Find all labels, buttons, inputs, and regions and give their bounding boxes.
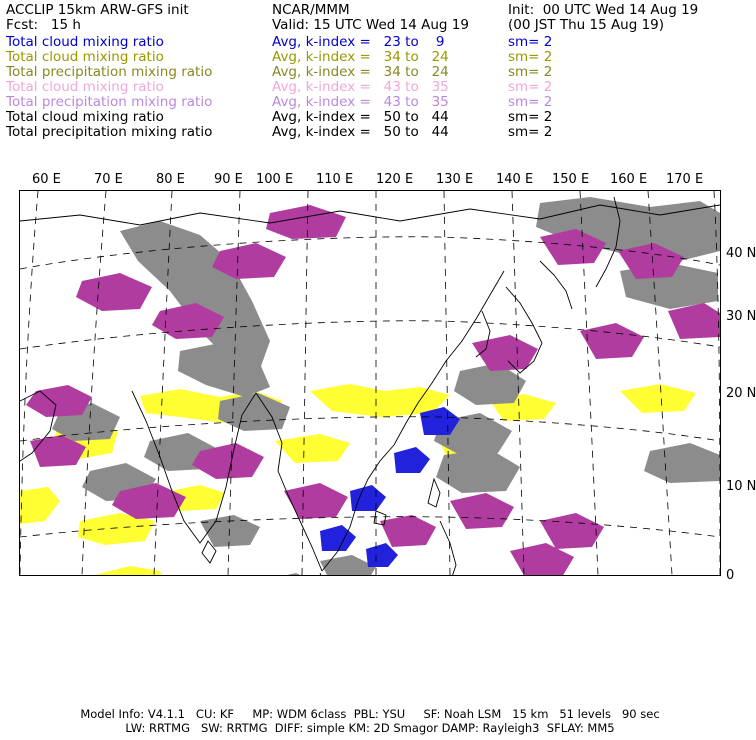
legend-label-7: Total precipitation mixing ratio: [6, 124, 213, 140]
legend-levels-2: Avg, k-index = 34 to 24: [272, 49, 449, 65]
legend-smoothing-2: sm= 2: [508, 49, 553, 65]
lon-tick-label: 60 E: [32, 172, 61, 187]
legend-label-3: Total precipitation mixing ratio: [6, 64, 213, 80]
legend-smoothing-4: sm= 2: [508, 79, 553, 95]
legend-levels-5: Avg, k-index = 43 to 35: [272, 94, 449, 110]
legend-levels-6: Avg, k-index = 50 to 44: [272, 109, 449, 125]
lon-tick-label: 120 E: [376, 172, 414, 187]
forecast-map[interactable]: [19, 190, 756, 583]
header-valid-time: Valid: 15 UTC Wed 14 Aug 19: [272, 17, 469, 33]
lat-tick-label: 20 N: [726, 386, 756, 401]
lon-tick-label: 150 E: [552, 172, 590, 187]
header-local-time: (00 JST Thu 15 Aug 19): [508, 17, 665, 33]
lat-tick-label: 0: [726, 568, 735, 583]
legend-smoothing-6: sm= 2: [508, 109, 553, 125]
lat-tick-label: 30 N: [726, 309, 756, 324]
legend-smoothing-7: sm= 2: [508, 124, 553, 140]
legend-levels-7: Avg, k-index = 50 to 44: [272, 124, 449, 140]
lon-tick-label: 130 E: [436, 172, 474, 187]
lon-tick-label: 160 E: [610, 172, 648, 187]
legend-label-6: Total cloud mixing ratio: [6, 109, 164, 125]
lon-tick-label: 80 E: [156, 172, 185, 187]
header-institution: NCAR/MMM: [272, 2, 350, 18]
lat-tick-label: 10 N: [726, 479, 756, 494]
model-info-line-2: LW: RRTMG SW: RRTMG DIFF: simple KM: 2D Smagor DAMP: Rayleigh3 SFLAY: MM5: [125, 721, 615, 735]
plot-header: [0, 0, 740, 150]
model-info-line-1: Model Info: V4.1.1 CU: KF MP: WDM 6class PBL: YSU SF: Noah LSM 15 km 51 levels 90 sec: [80, 707, 660, 721]
lon-tick-label: 140 E: [496, 172, 534, 187]
model-info-footer: [0, 707, 740, 735]
legend-levels-1: Avg, k-index = 23 to 9: [272, 34, 445, 50]
lon-tick-label: 70 E: [94, 172, 123, 187]
legend-levels-3: Avg, k-index = 34 to 24: [272, 64, 449, 80]
lon-tick-label: 110 E: [316, 172, 354, 187]
legend-label-2: Total cloud mixing ratio: [6, 49, 164, 65]
legend-smoothing-1: sm= 2: [508, 34, 553, 50]
legend-smoothing-5: sm= 2: [508, 94, 553, 110]
legend-label-5: Total precipitation mixing ratio: [6, 94, 213, 110]
latitude-axis: [20, 191, 756, 583]
lat-tick-label: 40 N: [726, 246, 756, 261]
lon-tick-label: 170 E: [666, 172, 704, 187]
lon-tick-label: 100 E: [256, 172, 294, 187]
lon-tick-label: 90 E: [214, 172, 243, 187]
legend-smoothing-3: sm= 2: [508, 64, 553, 80]
legend-label-1: Total cloud mixing ratio: [6, 34, 164, 50]
legend-levels-4: Avg, k-index = 43 to 35: [272, 79, 449, 95]
header-init-time: Init: 00 UTC Wed 14 Aug 19: [508, 2, 699, 18]
header-title-left: ACCLIP 15km ARW-GFS init: [6, 2, 189, 18]
header-forecast-hour: Fcst: 15 h: [6, 17, 81, 33]
legend-label-4: Total cloud mixing ratio: [6, 79, 164, 95]
